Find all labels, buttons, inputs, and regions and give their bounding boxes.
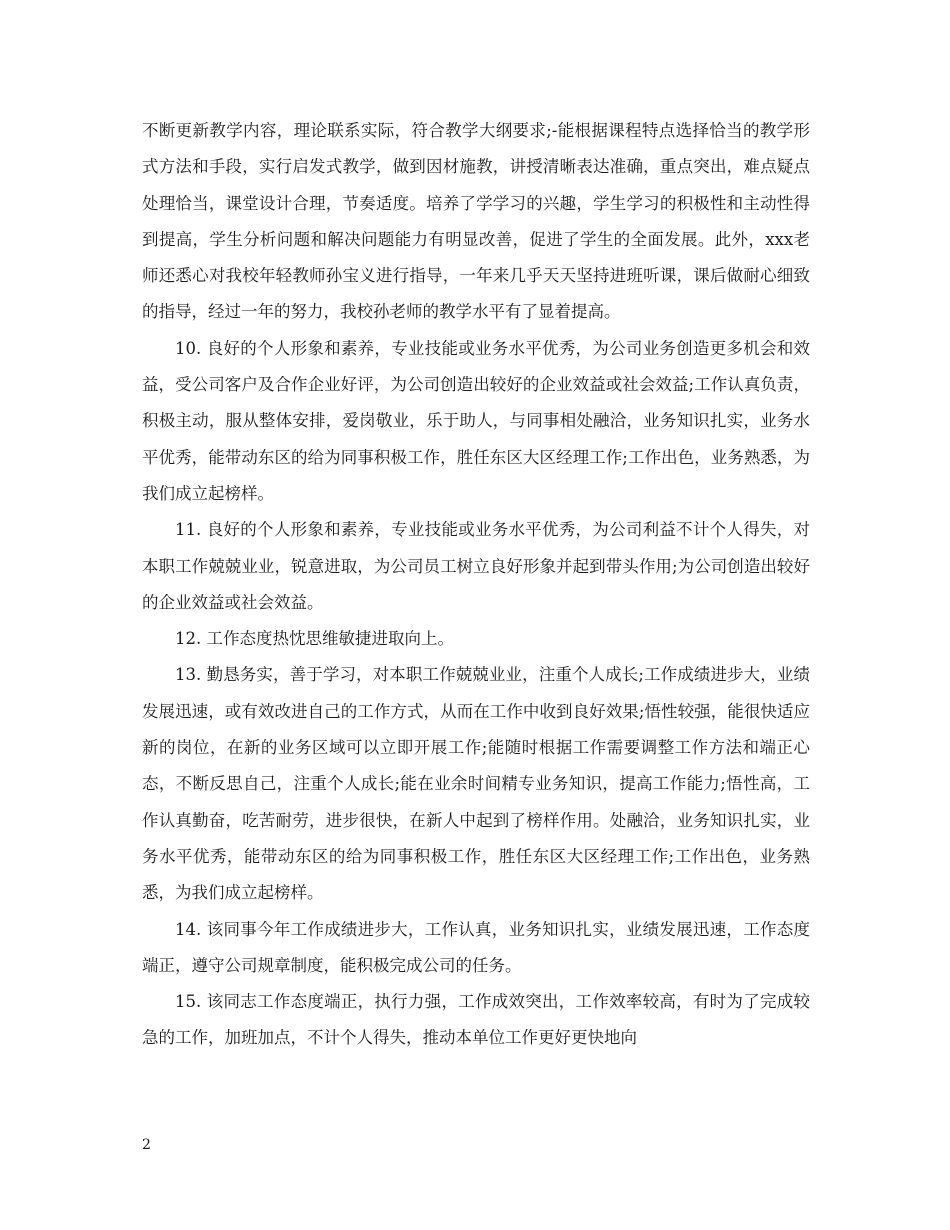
paragraph-item-11: 11. 良好的个人形象和素养，专业技能或业务水平优秀，为公司利益不计个人得失，对本职工作兢兢业业，锐意进取，为公司员工树立良好形象并起到带头作用;为公司创造出较好的企业效益或社会效益。 <box>142 520 810 612</box>
paragraph-continuation: 不断更新教学内容，理论联系实际，符合教学大纲要求;-能根据课程特点选择恰当的教学形式方法和手段，实行启发式教学，做到因材施教，讲授清晰表达准确，重点突出，难点疑点处理恰当，课堂设计合理，节奏适度。培养了学学习的兴趣，学生学习的积极性和主动性得到提高，学生分析问题和解决问题能力有明显改善，促进了学生的全面发展。此外，xxx老师还悉心对我校年轻教师孙宝义进行指导，一年来几乎天天坚持进班听课，课后做耐心细致的指导，经过一年的努力，我校孙老师的教学水平有了显着提高。 <box>142 121 810 322</box>
paragraph-item-13: 13. 勤恳务实，善于学习，对本职工作兢兢业业，注重个人成长;工作成绩进步大，业绩发展迅速，或有效改进自己的工作方式，从而在工作中收到良好效果;悟性较强，能很快适应新的岗位，在新的业务区域可以立即开展工作;能随时根据工作需要调整工作方法和端正心态，不断反思自己，注重个人成长;能在业余时间精专业务知识，提高工作能力;悟性高，工作认真勤奋，吃苦耐劳，进步很快，在新人中起到了榜样作用。处融洽，业务知识扎实，业务水平优秀，能带动东区的给为同事积极工作，胜任东区大区经理工作;工作出色，业务熟悉，为我们成立起榜样。 <box>142 665 810 903</box>
document-body <box>142 113 810 1057</box>
paragraph-item-14: 14. 该同事今年工作成绩进步大，工作认真，业务知识扎实，业绩发展迅速，工作态度端正，遵守公司规章制度，能积极完成公司的任务。 <box>142 919 810 975</box>
paragraph-item-15: 15. 该同志工作态度端正，执行力强，工作成效突出，工作效率较高，有时为了完成较急的工作，加班加点，不计个人得失，推动本单位工作更好更快地向 <box>142 992 810 1048</box>
page-number: 2 <box>142 1137 151 1153</box>
paragraph-item-12: 12. 工作态度热忱思维敏捷进取向上。 <box>175 629 454 649</box>
paragraph-item-10: 10. 良好的个人形象和素养，专业技能或业务水平优秀，为公司业务创造更多机会和效益，受公司客户及合作企业好评，为公司创造出较好的企业效益或社会效益;工作认真负责，积极主动，服从整体安排，爱岗敬业，乐于助人，与同事相处融洽，业务知识扎实，业务水平优秀，能带动东区的给为同事积极工作，胜任东区大区经理工作;工作出色，业务熟悉，为我们成立起榜样。 <box>142 338 810 503</box>
